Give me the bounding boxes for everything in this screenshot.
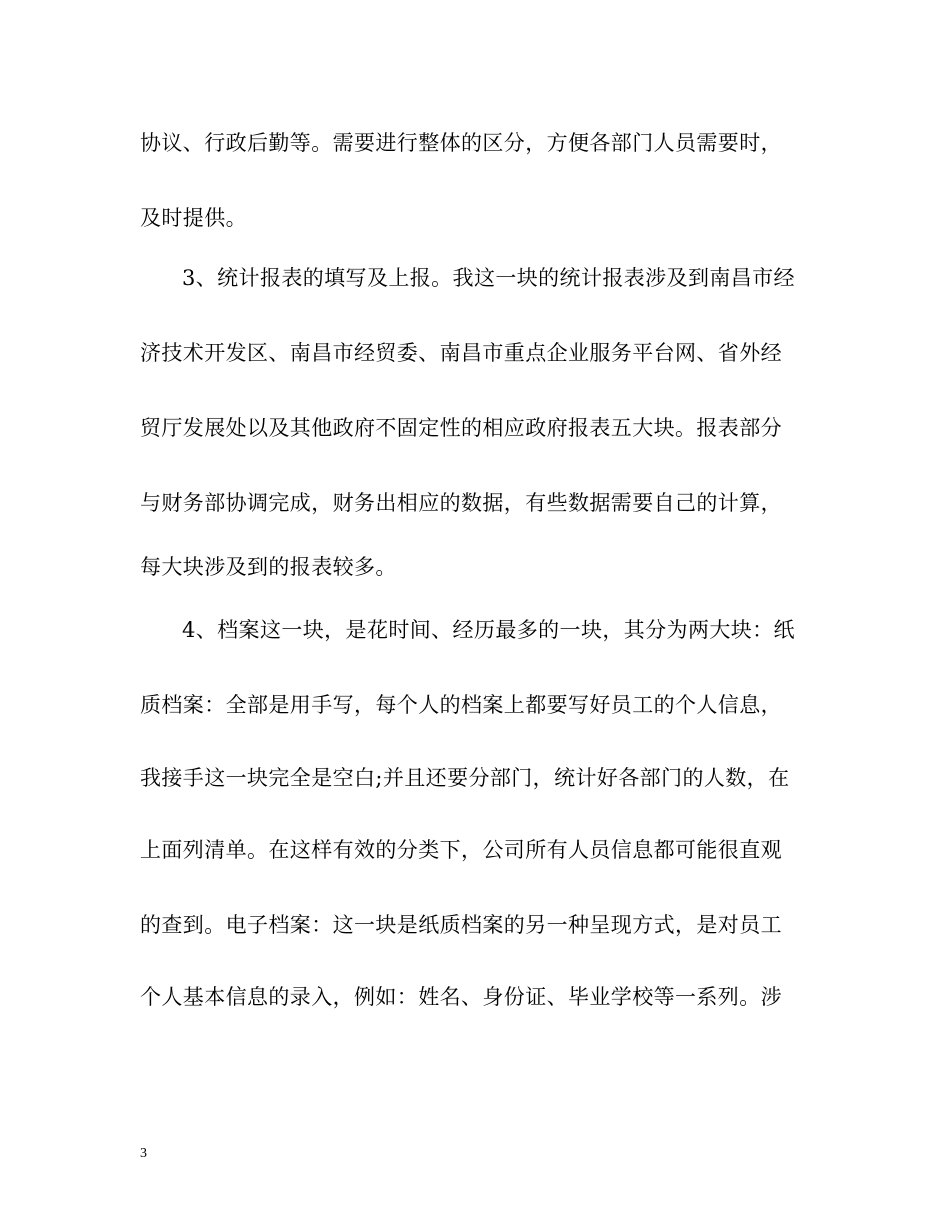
text-line: 协议、行政后勤等。需要进行整体的区分，方便各部门人员需要时， <box>140 131 782 155</box>
paragraph-start-line: 3、统计报表的填写及上报。我这一块的统计报表涉及到南昌市经 <box>182 266 795 290</box>
text-line: 济技术开发区、南昌市经贸委、南昌市重点企业服务平台网、省外经 <box>140 341 782 365</box>
text-line: 每大块涉及到的报表较多。 <box>140 555 397 579</box>
text-line: 与财务部协调完成，财务出相应的数据，有些数据需要自己的计算， <box>140 491 782 515</box>
text-line: 的查到。电子档案：这一块是纸质档案的另一种呈现方式，是对员工 <box>140 913 782 937</box>
page-number: 3 <box>140 1146 147 1161</box>
text-line: 及时提供。 <box>140 206 247 230</box>
paragraph-start-line: 4、档案这一块，是花时间、经历最多的一块，其分为两大块：纸 <box>182 618 795 642</box>
text-line: 上面列清单。在这样有效的分类下，公司所有人员信息都可能很直观 <box>140 838 782 862</box>
text-line: 贸厅发展处以及其他政府不固定性的相应政府报表五大块。报表部分 <box>140 416 782 440</box>
text-line: 个人基本信息的录入，例如：姓名、身份证、毕业学校等一系列。涉 <box>140 985 782 1009</box>
text-line: 质档案：全部是用手写，每个人的档案上都要写好员工的个人信息， <box>140 693 782 717</box>
text-line: 我接手这一块完全是空白;并且还要分部门，统计好各部门的人数，在 <box>140 766 790 790</box>
